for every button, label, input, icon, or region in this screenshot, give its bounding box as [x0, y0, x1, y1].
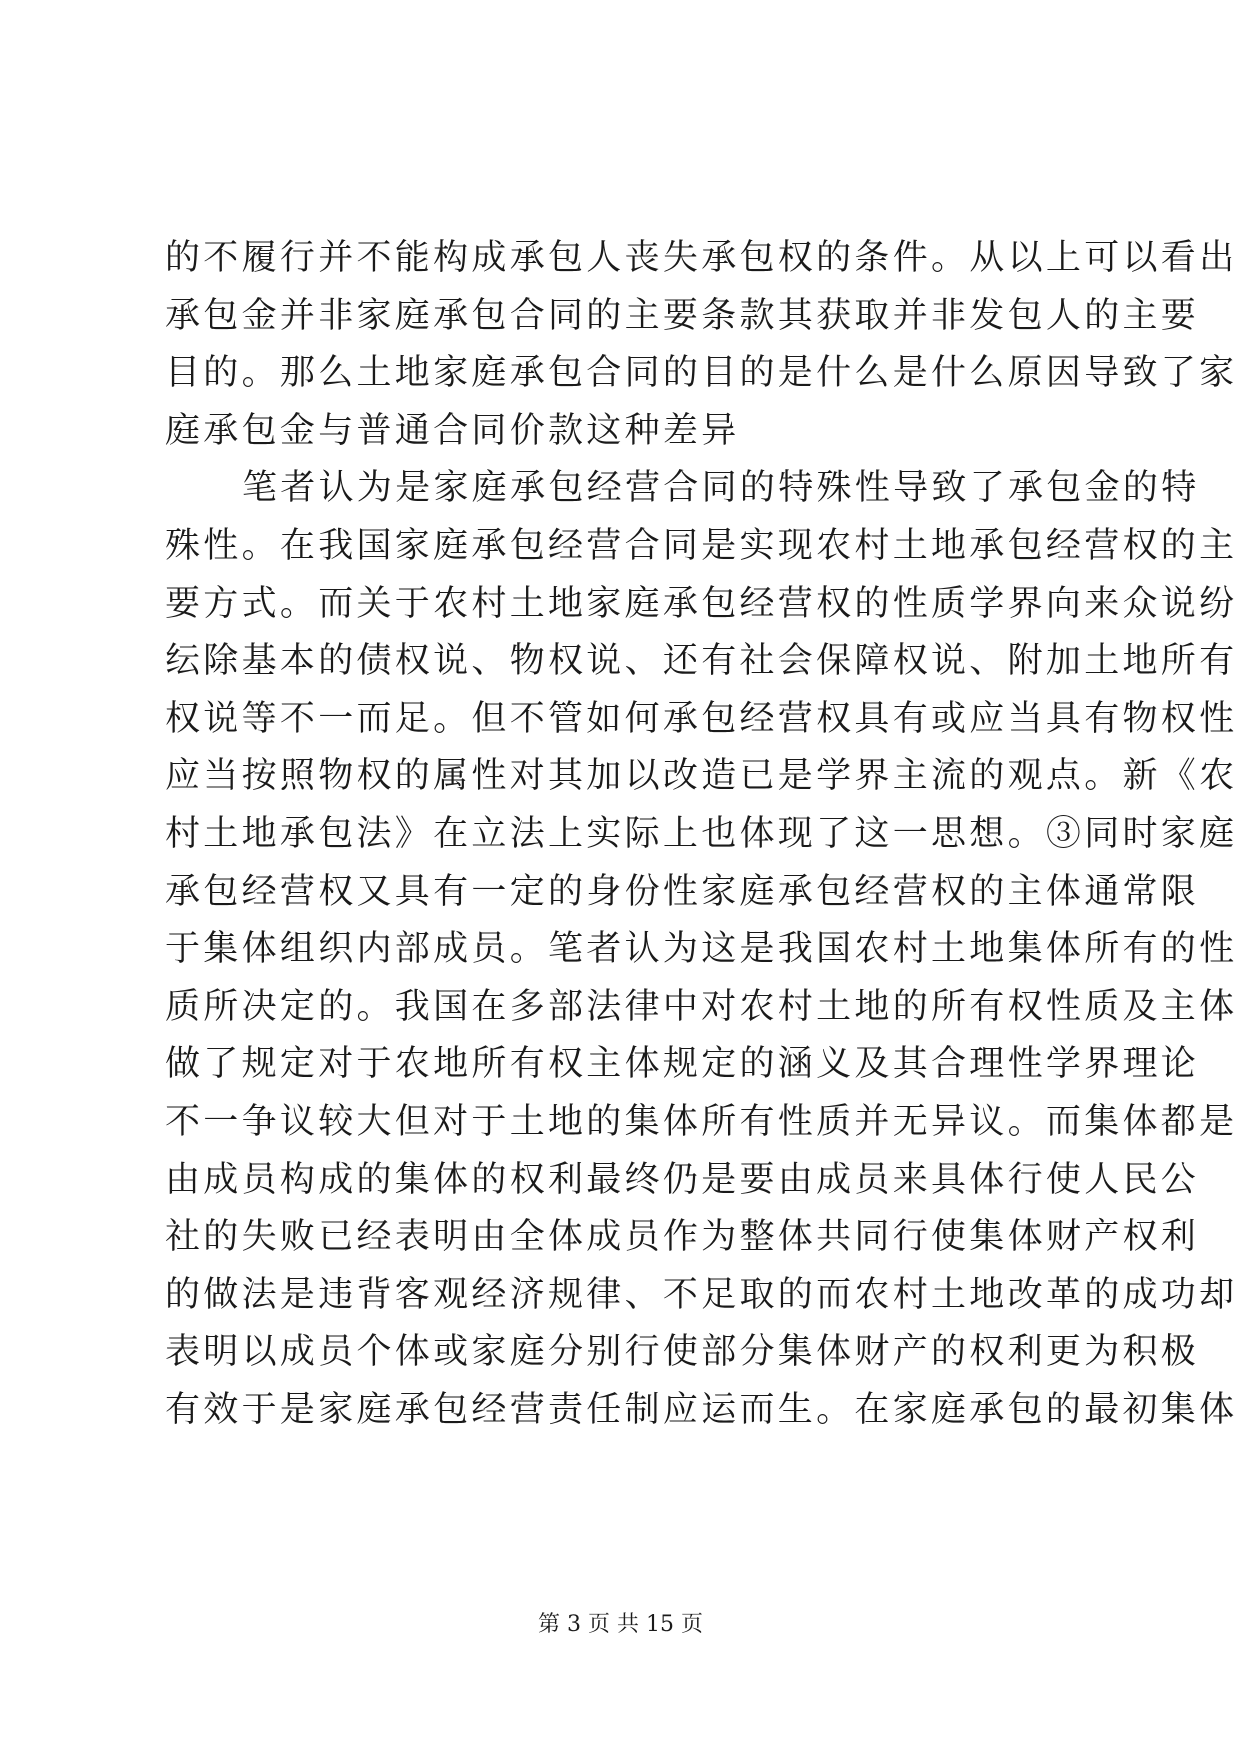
text-line: 村土地承包法》在立法上实际上也体现了这一思想。③同时家庭: [165, 813, 1238, 854]
text-line: 做了规定对于农地所有权主体规定的涵义及其合理性学界理论: [165, 1044, 1200, 1085]
text-line: 不一争议较大但对于土地的集体所有性质并无异议。而集体都是: [165, 1101, 1238, 1142]
text-line: 表明以成员个体或家庭分别行使部分集体财产的权利更为积极: [165, 1332, 1200, 1373]
text-line: 的做法是违背客观经济规律、不足取的而农村土地改革的成功却: [165, 1274, 1238, 1315]
text-line: 承包金并非家庭承包合同的主要条款其获取并非发包人的主要: [165, 295, 1200, 336]
text-line: 承包经营权又具有一定的身份性家庭承包经营权的主体通常限: [165, 871, 1200, 912]
paragraph-start-line: 笔者认为是家庭承包经营合同的特殊性导致了承包金的特: [242, 468, 1200, 509]
body-text: [165, 230, 1238, 1439]
text-line: 应当按照物权的属性对其加以改造已是学界主流的观点。新《农: [165, 756, 1238, 797]
text-line: 有效于是家庭承包经营责任制应运而生。在家庭承包的最初集体: [165, 1389, 1238, 1430]
text-line: 要方式。而关于农村土地家庭承包经营权的性质学界向来众说纷: [165, 583, 1238, 624]
text-line: 的不履行并不能构成承包人丧失承包权的条件。从以上可以看出: [165, 238, 1238, 278]
text-line: 殊性。在我国家庭承包经营合同是实现农村土地承包经营权的主: [165, 525, 1238, 566]
text-line: 庭承包金与普通合同价款这种差异: [165, 410, 740, 451]
text-line: 目的。那么土地家庭承包合同的目的是什么是什么原因导致了家: [165, 353, 1238, 394]
text-line: 由成员构成的集体的权利最终仍是要由成员来具体行使人民公: [165, 1159, 1200, 1200]
text-line: 社的失败已经表明由全体成员作为整体共同行使集体财产权利: [165, 1217, 1200, 1258]
text-line: 于集体组织内部成员。笔者认为这是我国农村土地集体所有的性: [165, 929, 1238, 970]
page-number-footer: 第 3 页 共 15 页: [538, 1612, 703, 1637]
text-line: 纭除基本的债权说、物权说、还有社会保障权说、附加土地所有: [165, 641, 1238, 682]
text-line: 质所决定的。我国在多部法律中对农村土地的所有权性质及主体: [165, 986, 1238, 1027]
text-line: 权说等不一而足。但不管如何承包经营权具有或应当具有物权性: [165, 698, 1238, 739]
